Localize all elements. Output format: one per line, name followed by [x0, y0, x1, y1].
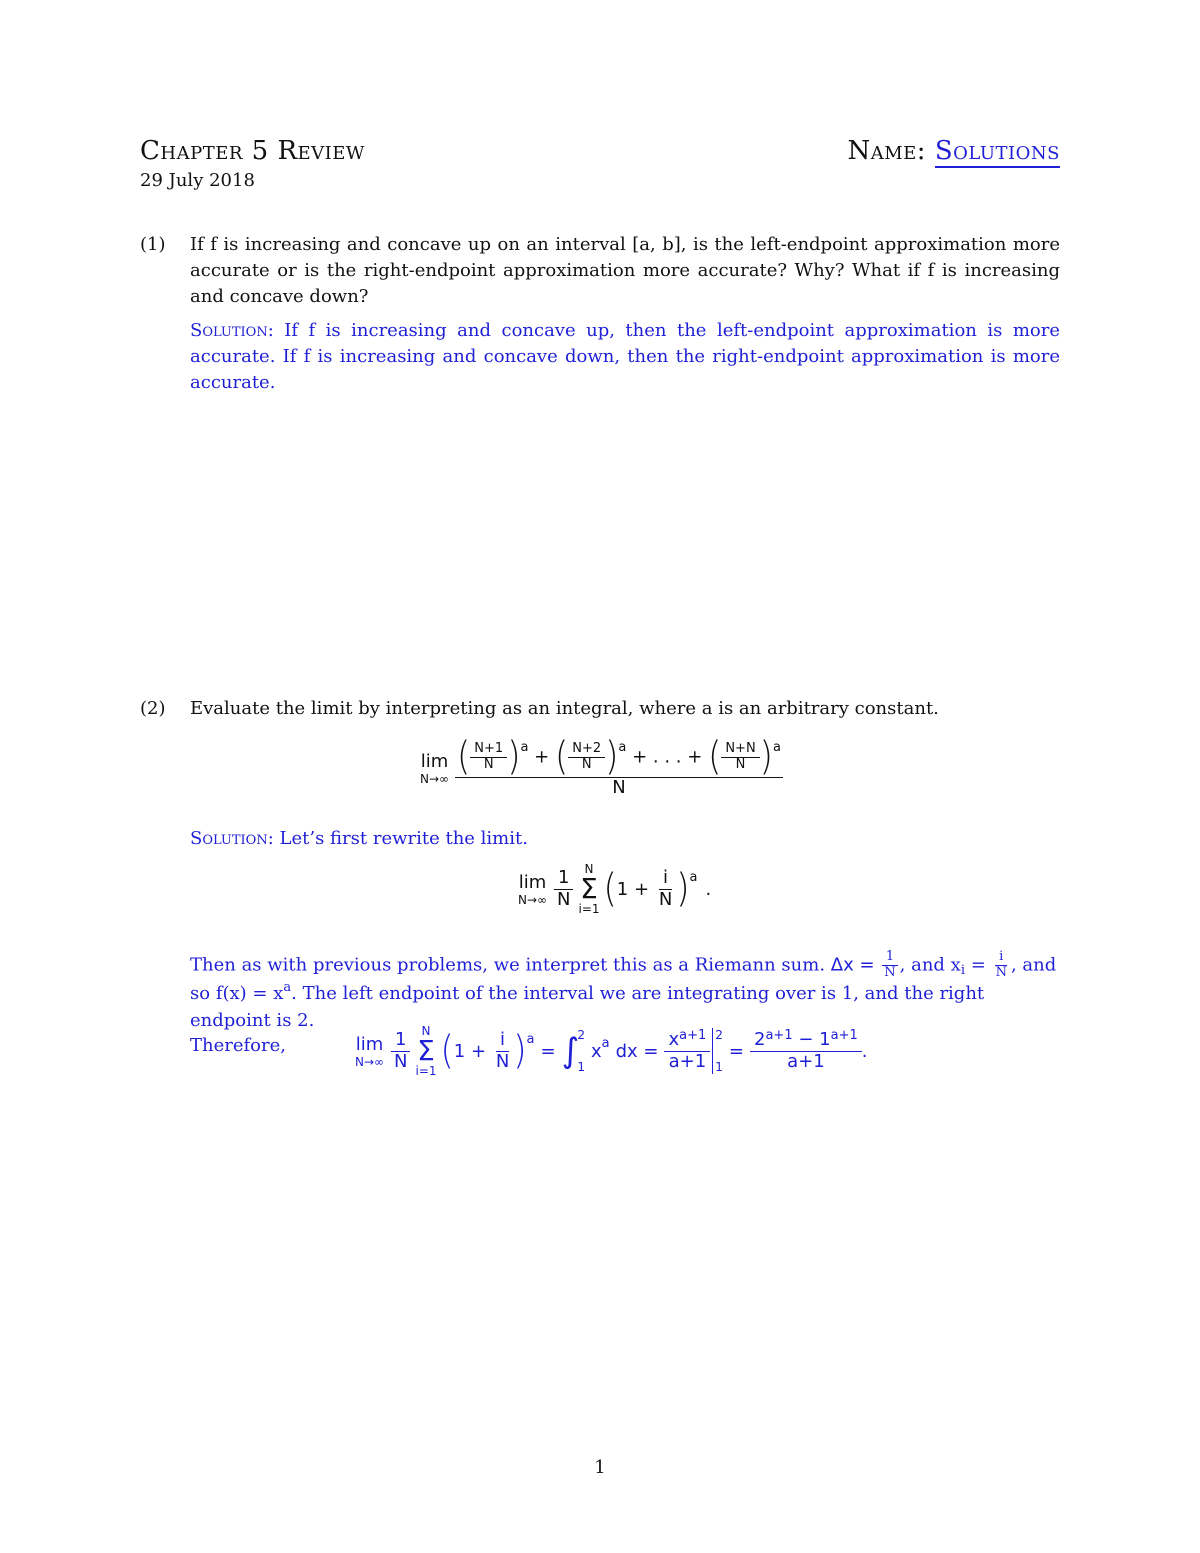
evaluation-bar: 2 1: [712, 1028, 723, 1074]
question-number: (2): [140, 698, 166, 719]
final-equation: lim N→∞ $\frac{1}{N}$ N Σ i=1 ( 1 + $\frac{i}{N}$ ) a = ∫ 2 1 x a dx = $\frac{x^{a+1}}{a+1}$ 2 1 = $\frac{2^{a+1} - 1^{a+1}}{a+1}$ .: [355, 1024, 868, 1078]
sum-operator: N Σ i=1: [415, 1024, 437, 1078]
integral: ∫ 2 1: [561, 1028, 585, 1074]
limit-expression: [420, 733, 840, 804]
solution-1: [190, 318, 1060, 396]
solution-text: If f is increasing and concave up, then the left-endpoint approximation is more accurate. If f is increasing and concave down, then the right-endpoint approximation is more accurate.: [190, 320, 1060, 393]
rewritten-limit: lim N→∞ $\frac{1}{N}$ N Σ i=1 ( 1 + $\frac{i}{N}$ ) a .: [518, 862, 712, 916]
main-fraction: ( $\frac{N+1}{N}$ )$^a$ + ( $\frac{N+2}{N}$ )$^a$ + . . . + ( $\frac{N+N}{N}$ )$^a$ N: [457, 733, 781, 799]
solution-label: Solution:: [190, 828, 274, 849]
name-value: Solutions: [934, 136, 1060, 166]
solution-label: Solution:: [190, 320, 274, 341]
page-number: 1: [594, 1457, 606, 1478]
question-text: If f is increasing and concave up on an interval [a, b], is the left-endpoint approximation more accurate or is the right-endpoint approximation more accurate? Why? What if f is increasing and concave down?: [190, 234, 1060, 307]
question-1: [140, 232, 1060, 396]
lim-operator: lim N→∞: [518, 871, 548, 907]
solution-2-paragraph: Then as with previous problems, we interpret this as a Riemann sum. Δx = $\frac{1}{N}$ , and $x_i$ = $\frac{i}{N}$ , and so $f(x) = x^a$. The left endpoint of the interval we are integrating over is 1, and the right endpoint is 2. Therefore,: [190, 949, 1057, 1056]
solution-2-intro: [190, 826, 1060, 852]
question-2: [140, 696, 1060, 722]
sum-operator: N Σ i=1: [578, 862, 600, 916]
name-field: [847, 136, 1060, 166]
question-text: Evaluate the limit by interpreting as an integral, where a is an arbitrary constant.: [190, 698, 939, 719]
document-title: Chapter 5 Review: [140, 136, 365, 166]
lim-operator: lim N→∞: [420, 750, 450, 786]
name-label: Name:: [847, 136, 927, 166]
lim-operator: lim N→∞: [355, 1033, 385, 1069]
document-date: 29 July 2018: [140, 170, 255, 191]
solution-intro-text: Let’s first rewrite the limit.: [279, 828, 528, 849]
question-number: (1): [140, 234, 166, 255]
